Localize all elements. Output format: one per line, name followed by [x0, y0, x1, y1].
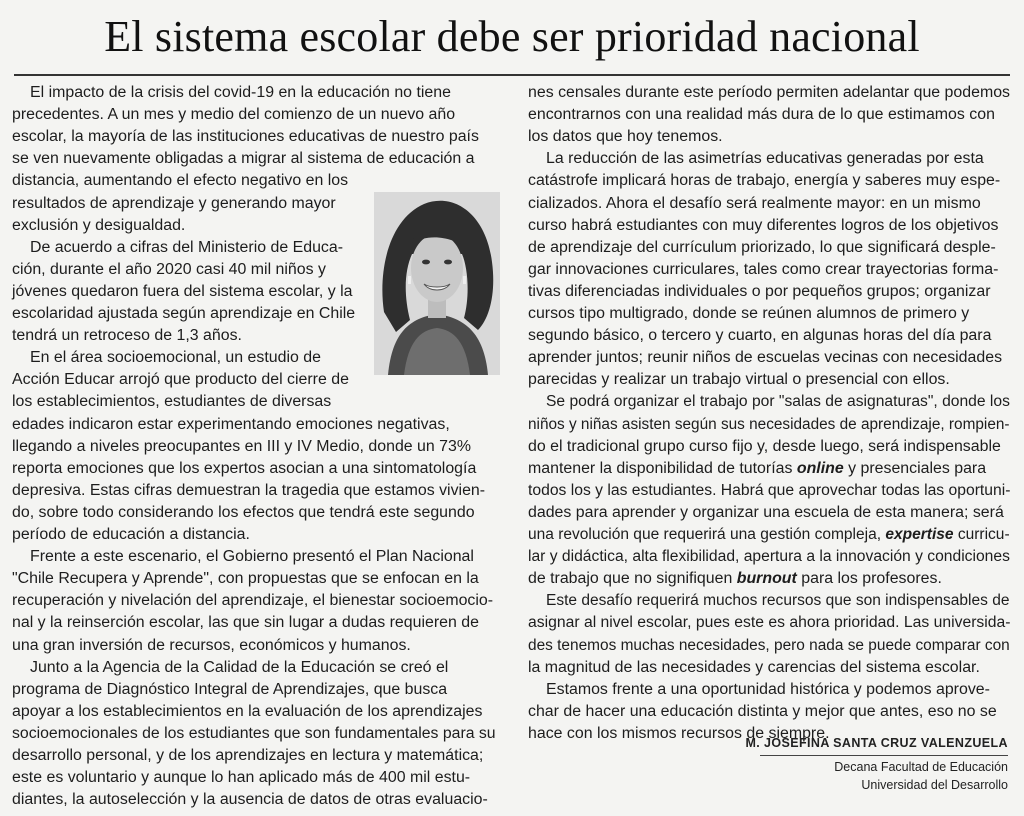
right-column-line: Este desafío requerirá muchos recursos que son indispensables de	[546, 592, 1010, 610]
right-column-line: des tenemos muchas necesidades, pero nada se puede comparar con	[528, 636, 1010, 654]
author-role: Decana Facultad de Educación	[834, 760, 1008, 774]
left-column-line: exclusión y desigualdad.	[12, 216, 186, 234]
right-column-line: lar y didáctica, alta flexibilidad, apertura a la innovación y condiciones	[528, 548, 1010, 566]
right-column-line: asignar al nivel escolar, pues este es ahora prioridad. Las universida-	[528, 614, 1011, 632]
right-column-line: encontrarnos con una realidad más dura de lo que estimamos con	[528, 106, 995, 124]
left-column-line: Junto a la Agencia de la Calidad de la Educación se creó el	[30, 658, 449, 676]
left-column-line: diantes, la autoselección y la ausencia de datos de otras evaluacio-	[12, 791, 488, 809]
author-divider	[760, 755, 1008, 756]
left-column-line: recuperación y nivelación del aprendizaje, el bienestar socioemocio-	[12, 592, 494, 610]
right-column-line: do el tradicional grupo curso fijo y, desde luego, será indispensable	[528, 437, 1001, 455]
right-column-line: catástrofe implicará horas de trabajo, energía y saberes muy espe-	[528, 172, 1001, 190]
right-column-line: gar innovaciones curriculares, tales como crear trayectorias forma-	[528, 260, 999, 278]
left-column-line: resultados de aprendizaje y generando mayor	[12, 194, 336, 212]
left-column-line: los establecimientos, estudiantes de diversas	[12, 393, 332, 411]
right-column-line: curso habrá estudiantes con muy diferentes logros de los objetivos	[528, 216, 999, 234]
left-column-line: programa de Diagnóstico Integral de Aprendizajes, que busca	[12, 680, 448, 698]
left-column-line: nal y la reinserción escolar, las que sin lugar a dudas requieren de	[12, 614, 479, 632]
right-column-line: nes censales durante este período permiten adelantar que podemos	[528, 84, 1011, 101]
right-column-line: la magnitud de las necesidades y carencias del sistema escolar.	[528, 658, 980, 676]
right-column-line: dades para aprender y organizar una escuela de esta manera; será	[528, 503, 1004, 521]
left-column-line: este es voluntario y aunque lo han aplicado más de 400 mil estu-	[12, 769, 471, 787]
left-column-line: Frente a este escenario, el Gobierno presentó el Plan Nacional	[30, 548, 474, 566]
author-institution: Universidad del Desarrollo	[861, 778, 1008, 792]
right-column-line: Se podrá organizar el trabajo por "salas de asignaturas", donde los	[546, 393, 1010, 411]
right-column-line: mantener la disponibilidad de tutorías online y presenciales para	[528, 459, 987, 477]
left-column-line: reporta emociones que los expertos asocian a una sintomatología	[12, 459, 477, 477]
left-column-line: llegando a niveles preocupantes en III y IV Medio, donde un 73%	[12, 437, 472, 455]
right-column-line: Estamos frente a una oportunidad histórica y podemos aprove-	[546, 680, 990, 698]
right-column-line: segundo básico, o tercero y cuarto, en algunas horas del día para	[528, 327, 992, 345]
right-column-line: char de hacer una educación distinta y mejor que antes, eso no se	[528, 702, 997, 720]
left-column-line: socioemocionales de los estudiantes que son fundamentales para su	[12, 724, 496, 742]
left-column-line: edades indicaron estar experimentando emociones negativas,	[12, 415, 450, 433]
author-name: M. JOSEFINA SANTA CRUZ VALENZUELA	[745, 736, 1008, 750]
headline: El sistema escolar debe ser prioridad nacional	[104, 12, 920, 61]
left-column-line: una gran inversión de recursos, económicos y humanos.	[12, 636, 411, 654]
left-column-line: se ven nuevamente obligadas a migrar al sistema de educación a	[12, 150, 475, 168]
left-column-line: escolaridad ajustada según aprendizaje en Chile	[12, 305, 356, 322]
left-column-line: El impacto de la crisis del covid-19 en la educación no tiene	[30, 84, 451, 101]
left-column-line: jóvenes quedaron fuera del sistema escolar, y la	[12, 282, 353, 300]
portrait-image	[374, 192, 500, 375]
left-column-line: Acción Educar arrojó que producto del cierre de	[12, 371, 349, 389]
left-column-line: tendrá un retroceso de 1,3 años.	[12, 327, 242, 345]
headline-divider	[14, 74, 1010, 76]
left-column-line: desarrollo personal, y de los aprendizajes en lectura y matemática;	[12, 747, 484, 764]
left-column-line: escolar, la mayoría de las instituciones educativas de nuestro país	[12, 128, 479, 146]
left-column-line: distancia, aumentando el efecto negativo en los	[12, 172, 349, 190]
left-column-line: precedentes. A un mes y medio del comienzo de un nuevo año	[12, 106, 456, 124]
left-column-line: "Chile Recupera y Aprende", con propuestas que se enfocan en la	[12, 570, 479, 588]
right-column-line: cializados. Ahora el desafío será realmente mayor: en un mismo	[528, 194, 981, 212]
right-column-line: La reducción de las asimetrías educativas generadas por esta	[546, 150, 984, 168]
left-column-line: ción, durante el año 2020 casi 40 mil niños y	[12, 260, 326, 278]
right-column-line: los datos que hoy tenemos.	[528, 128, 723, 146]
left-column-line: De acuerdo a cifras del Ministerio de Educa-	[30, 238, 344, 256]
right-column-line: de trabajo que no signifiquen burnout para los profesores.	[528, 570, 942, 588]
right-column-line: aprender juntos; reunir niños de escuelas vecinas con necesidades	[528, 349, 1003, 367]
right-column-line: todos los y las estudiantes. Habrá que aprovechar todas las oportuni-	[528, 481, 1011, 499]
left-column-line: apoyar a los establecimientos en la evaluación de los aprendizajes	[12, 702, 483, 720]
right-column-line: niños y niñas asisten según sus necesidades de aprendizaje, rompien-	[528, 415, 1010, 433]
right-column-line: de aprendizaje del currículum priorizado, lo que significará desple-	[528, 238, 996, 256]
left-column-line: período de educación a distancia.	[12, 526, 250, 543]
author-photo	[374, 192, 500, 375]
right-column-line: tivas diferenciadas individuales o por pequeños grupos; organizar	[528, 282, 991, 300]
right-column-line: cursos tipo multigrado, donde se reúnen alumnos de primero y	[528, 305, 970, 322]
left-column-line: do, sobre todo considerando los efectos que tendrá este segundo	[12, 503, 475, 521]
left-column-line: depresiva. Estas cifras demuestran la tragedia que estamos vivien-	[12, 481, 486, 499]
left-column-line: En el área socioemocional, un estudio de	[30, 349, 321, 367]
right-column-line: hace con los mismos recursos de siempre.	[528, 724, 830, 742]
right-column-line: una revolución que requerirá una gestión compleja, expertise curricu-	[528, 526, 1010, 543]
right-column-line: parecidas y realizar un trabajo virtual o presencial con ellos.	[528, 371, 950, 389]
